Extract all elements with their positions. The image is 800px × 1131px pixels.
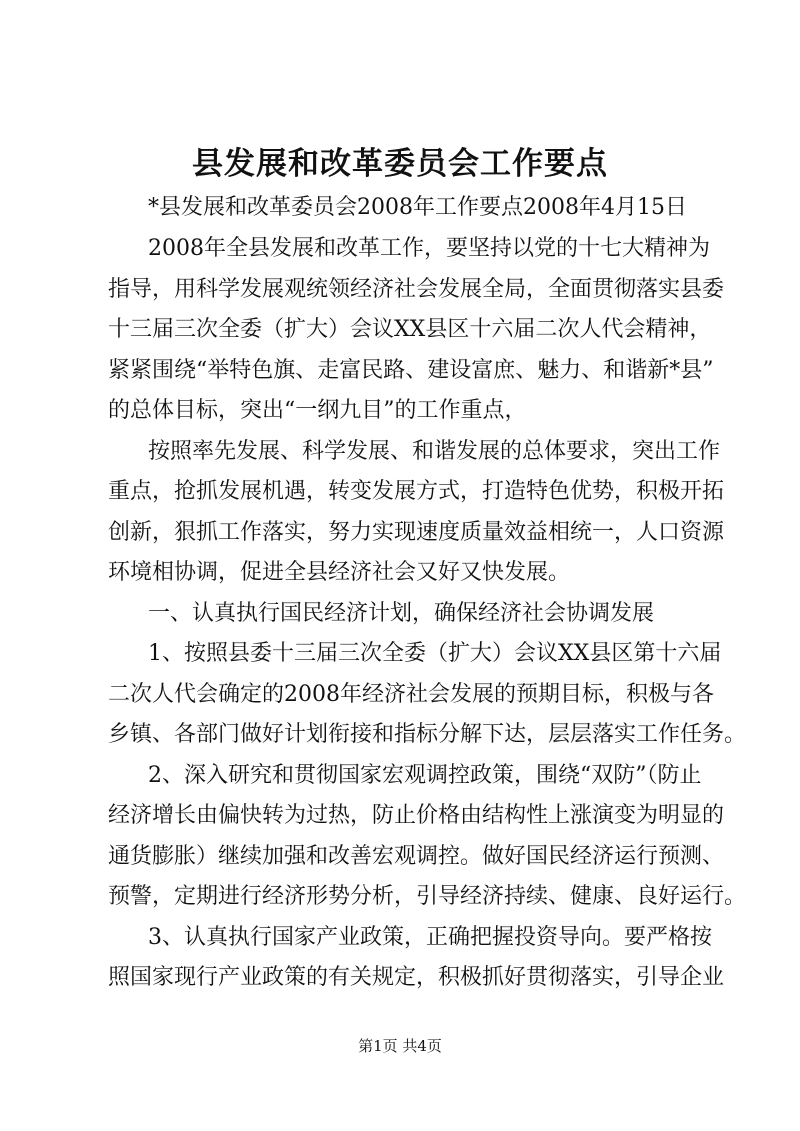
text-line: 二次人代会确定的2008年经济社会发展的预期目标，积极与各 (108, 682, 714, 707)
text-line: 指导，用科学发展观统领经济社会发展全局，全面贯彻落实县委 (108, 277, 725, 302)
text-line: 按照率先发展、科学发展、和谐发展的总体要求，突出工作 (148, 439, 721, 464)
text-line: 创新，狠抓工作落实，努力实现速度质量效益相统一，人口资源 (108, 520, 725, 545)
text-line: 1、按照县委十三届三次全委（扩大）会议XX县区第十六届 (148, 641, 722, 666)
text-line: *县发展和改革委员会2008年工作要点2008年4月15日 (148, 195, 687, 220)
text-line: 乡镇、各部门做好计划衔接和指标分解下达，层层落实工作任务。 (108, 722, 747, 747)
page-footer: 第1页 共4页 (358, 1037, 442, 1055)
text-line: 十三届三次全委（扩大）会议XX县区十六届二次人代会精神， (108, 317, 712, 342)
section-heading: 一、认真执行国民经济计划，确保经济社会协调发展 (148, 601, 655, 626)
text-line: 通货膨胀）继续加强和改善宏观调控。做好国民经济运行预测、 (108, 844, 725, 869)
text-line: 2、深入研究和贯彻国家宏观调控政策，围绕“双防”（防止 (148, 763, 702, 788)
text-line: 3、认真执行国家产业政策，正确把握投资导向。要严格按 (148, 925, 712, 950)
text-line: 紧紧围绕“举特色旗、走富民路、建设富庶、魅力、和谐新*县” (108, 358, 714, 383)
text-line: 预警，定期进行经济形势分析，引导经济持续、健康、良好运行。 (108, 884, 747, 909)
text-line: 的总体目标，突出“一纲九目”的工作重点， (108, 398, 527, 423)
text-line: 重点，抢抓发展机遇，转变发展方式，打造特色优势，积极开拓 (108, 479, 725, 504)
text-line: 照国家现行产业政策的有关规定，积极抓好贯彻落实，引导企业 (108, 965, 725, 990)
text-line: 经济增长由偏快转为过热，防止价格由结构性上涨演变为明显的 (108, 803, 725, 828)
text-line: 环境相协调，促进全县经济社会又好又快发展。 (108, 560, 571, 585)
text-line: 2008年全县发展和改革工作，要坚持以党的十七大精神为 (148, 236, 710, 261)
document-title: 县发展和改革委员会工作要点 (192, 146, 608, 182)
